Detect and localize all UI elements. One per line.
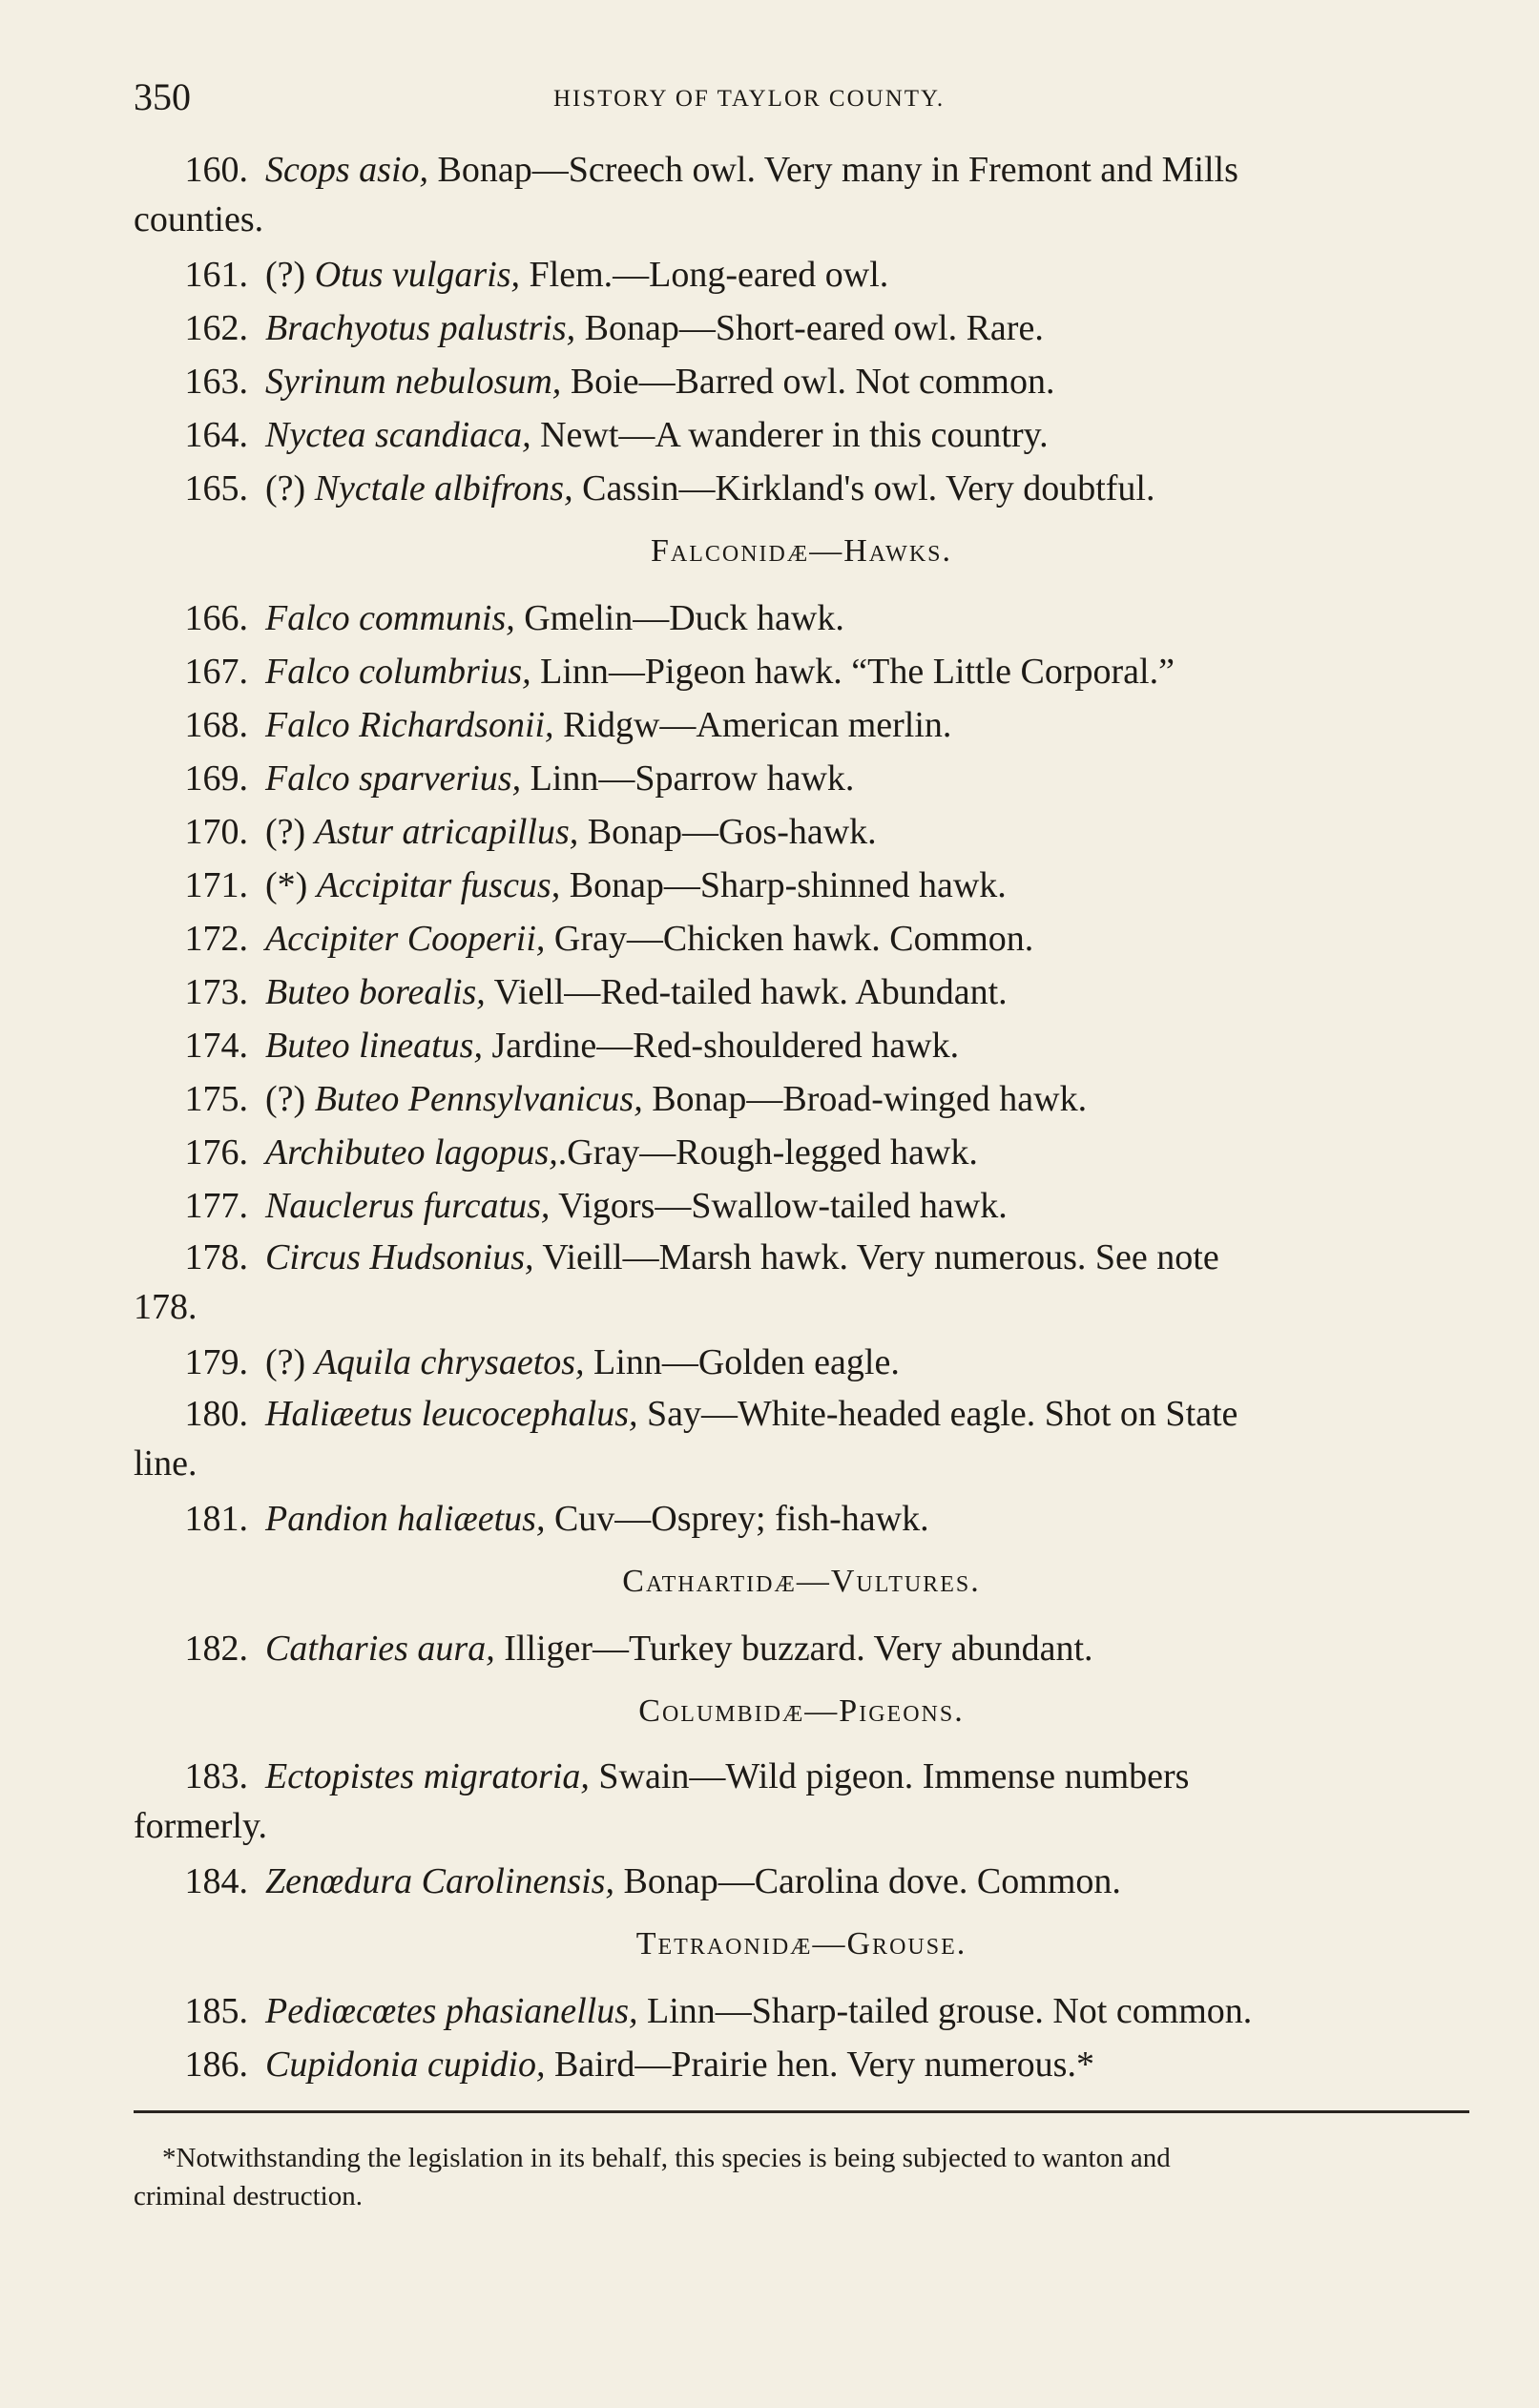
footnote-line: *Notwithstanding the legislation in its behalf, this species is being subjected to wanton and (162, 2143, 1171, 2173)
scientific-name: Pediœcœtes phasianellus, (265, 1991, 638, 2031)
entry-line (134, 1389, 1469, 1439)
entry-continuation: line. (134, 1443, 198, 1484)
entry-number: 163. (184, 362, 248, 402)
species-entry (134, 805, 1469, 859)
entry-line (134, 145, 1469, 195)
species-entry (134, 145, 1469, 244)
entry-description: Vigors—Swallow-tailed hawk. (550, 1186, 1008, 1226)
scientific-name: Cupidonia cupidio, (265, 2045, 546, 2085)
entry-line (134, 1752, 1469, 1801)
entry-description: Viell—Red-tailed hawk. Abundant. (485, 972, 1008, 1012)
entry-qualifier: (?) (265, 812, 315, 852)
entry-number: 185. (184, 1991, 248, 2031)
species-entry (134, 1126, 1469, 1179)
entry-description: Linn—Sharp-tailed grouse. Not common. (637, 1991, 1253, 2031)
footnote-rule (134, 2101, 1469, 2126)
entry-line (134, 415, 1049, 455)
entry-number: 180. (184, 1394, 248, 1434)
entry-number: 181. (184, 1499, 248, 1539)
entry-description: Jardine—Red-shouldered hawk. (482, 1026, 960, 1066)
species-entry (134, 462, 1469, 515)
entry-description: Baird—Prairie hen. Very numerous.* (545, 2045, 1094, 2085)
entry-number: 172. (184, 919, 248, 959)
entry-description: Linn—Pigeon hawk. “The Little Corporal.” (530, 652, 1175, 692)
entry-line (134, 919, 1033, 959)
entry-number: 160. (184, 150, 248, 190)
entry-description: Bonap—Broad-winged hawk. (642, 1079, 1088, 1119)
scientific-name: Scops asio, (265, 150, 428, 190)
entry-description: Swain—Wild pigeon. Immense numbers (589, 1756, 1190, 1796)
scientific-name: Falco sparverius, (265, 758, 522, 799)
species-entry (134, 1179, 1469, 1233)
species-entry (134, 592, 1469, 645)
species-entry (134, 859, 1469, 912)
entry-number: 186. (184, 2045, 248, 2085)
scientific-name: Buteo lineatus, (265, 1026, 483, 1066)
entry-description: Flem.—Long-eared owl. (520, 255, 889, 295)
species-entry (134, 1855, 1469, 1908)
entry-line (134, 1499, 929, 1539)
entry-qualifier: (?) (265, 468, 315, 509)
species-entry (134, 965, 1469, 1019)
entry-line (134, 758, 854, 799)
scientific-name: Falco columbrius, (265, 652, 531, 692)
entry-line (134, 1186, 1008, 1226)
entry-description: .Gray—Rough-legged hawk. (557, 1132, 978, 1173)
scientific-name: Buteo borealis, (265, 972, 486, 1012)
entry-description: Bonap—Screech owl. Very many in Fremont and Mills (428, 150, 1238, 190)
entry-number: 179. (184, 1342, 248, 1382)
entry-number: 175. (184, 1079, 248, 1119)
species-entry (134, 698, 1469, 752)
entry-number: 173. (184, 972, 248, 1012)
scientific-name: Falco Richardsonii, (265, 705, 554, 745)
entry-number: 184. (184, 1861, 248, 1901)
entry-number: 177. (184, 1186, 248, 1226)
entry-line (134, 1629, 1093, 1669)
entry-number: 167. (184, 652, 248, 692)
entry-line (134, 1991, 1252, 2031)
species-entry (134, 1389, 1469, 1488)
entry-description: Illiger—Turkey buzzard. Very abundant. (494, 1629, 1093, 1669)
scientific-name: Ectopistes migratoria, (265, 1756, 590, 1796)
species-entry (134, 1752, 1469, 1851)
entry-number: 162. (184, 308, 248, 348)
section-heading: Columbidæ—Pigeons. (638, 1693, 965, 1729)
species-entry (134, 1336, 1469, 1389)
species-entry (134, 1072, 1469, 1126)
species-entry (134, 645, 1469, 698)
entry-line (134, 308, 1044, 348)
page-header (134, 74, 1463, 132)
scientific-name: Nyctea scandiaca, (265, 415, 531, 455)
species-entry (134, 1019, 1469, 1072)
entry-description: Newt—A wanderer in this country. (530, 415, 1049, 455)
entry-qualifier: (?) (265, 1342, 315, 1382)
species-entry (134, 248, 1469, 301)
entry-line (134, 1026, 959, 1066)
page-number: 350 (134, 75, 191, 118)
running-head: HISTORY OF TAYLOR COUNTY. (553, 86, 946, 112)
entry-line (134, 598, 844, 638)
entry-number: 176. (184, 1132, 248, 1173)
entry-line (134, 812, 877, 852)
entry-number: 168. (184, 705, 248, 745)
footnote-line: criminal destruction. (134, 2181, 363, 2211)
entry-number: 164. (184, 415, 248, 455)
scientific-name: Pandion haliæetus, (265, 1499, 546, 1539)
entry-line (134, 1861, 1121, 1901)
entry-description: Bonap—Gos-hawk. (578, 812, 877, 852)
scientific-name: Astur atricapillus, (314, 812, 579, 852)
entry-qualifier: (?) (265, 1079, 315, 1119)
entry-number: 174. (184, 1026, 248, 1066)
footnote (134, 2139, 1469, 2215)
entry-description: Vieill—Marsh hawk. Very numerous. See note (533, 1237, 1219, 1277)
entry-line (134, 865, 1007, 905)
section-heading: Cathartidæ—Vultures. (622, 1564, 981, 1599)
entry-description: Ridgw—American merlin. (553, 705, 952, 745)
entry-number: 169. (184, 758, 248, 799)
entry-number: 161. (184, 255, 248, 295)
entry-description: Linn—Sparrow hawk. (521, 758, 855, 799)
entry-description: Boie—Barred owl. Not common. (561, 362, 1055, 402)
entry-number: 165. (184, 468, 248, 509)
species-entry (134, 301, 1469, 355)
scientific-name: Archibuteo lagopus, (265, 1132, 558, 1173)
entry-number: 170. (184, 812, 248, 852)
entry-number: 171. (184, 865, 248, 905)
entry-continuation: 178. (134, 1287, 198, 1327)
scientific-name: Buteo Pennsylvanicus, (314, 1079, 643, 1119)
entry-line (134, 972, 1008, 1012)
scientific-name: Brachyotus palustris, (265, 308, 576, 348)
entry-description: Gray—Chicken hawk. Common. (545, 919, 1034, 959)
entry-description: Bonap—Sharp-shinned hawk. (560, 865, 1007, 905)
entry-qualifier: (*) (265, 865, 317, 905)
entry-description: Linn—Golden eagle. (584, 1342, 900, 1382)
entry-continuation: formerly. (134, 1806, 267, 1846)
entry-line (134, 652, 1175, 692)
entry-description: Bonap—Short-eared owl. Rare. (575, 308, 1044, 348)
species-entry (134, 1492, 1469, 1546)
section-heading: Tetraonidæ—Grouse. (635, 1926, 967, 1962)
entry-description: Say—White-headed eagle. Shot on State (637, 1394, 1238, 1434)
section-heading: Falconidæ—Hawks. (650, 533, 953, 569)
entry-description: Cuv—Osprey; fish-hawk. (545, 1499, 929, 1539)
scientific-name: Otus vulgaris, (314, 255, 521, 295)
scientific-name: Syrinum nebulosum, (265, 362, 562, 402)
entry-number: 166. (184, 598, 248, 638)
entry-number: 183. (184, 1756, 248, 1796)
entry-description: Bonap—Carolina dove. Common. (614, 1861, 1121, 1901)
scientific-name: Aquila chrysaetos, (314, 1342, 585, 1382)
species-entry (134, 912, 1469, 965)
scientific-name: Nauclerus furcatus, (265, 1186, 551, 1226)
entry-number: 182. (184, 1629, 248, 1669)
entry-line (134, 705, 951, 745)
species-entry (134, 1233, 1469, 1332)
scientific-name: Zenœdura Carolinensis, (265, 1861, 614, 1901)
species-entry (134, 2038, 1469, 2091)
entry-number: 178. (184, 1237, 248, 1277)
entry-line (134, 2045, 1094, 2085)
scientific-name: Accipitar fuscus, (316, 865, 561, 905)
scientific-name: Circus Hudsonius, (265, 1237, 534, 1277)
entry-line (134, 1079, 1087, 1119)
divider-line (134, 2110, 1469, 2113)
species-entry (134, 1622, 1469, 1675)
entry-line (134, 468, 1155, 509)
entry-continuation: counties. (134, 199, 264, 239)
scientific-name: Falco communis, (265, 598, 515, 638)
species-entry (134, 1984, 1469, 2038)
species-entry (134, 408, 1469, 462)
scientific-name: Accipiter Cooperii, (265, 919, 546, 959)
entry-description: Gmelin—Duck hawk. (514, 598, 844, 638)
scientific-name: Haliæetus leucocephalus, (265, 1394, 638, 1434)
entry-line (134, 1342, 900, 1382)
species-entry (134, 752, 1469, 805)
entry-line (134, 362, 1054, 402)
species-entry (134, 355, 1469, 408)
entry-description: Cassin—Kirkland's owl. Very doubtful. (572, 468, 1155, 509)
species-list (134, 145, 1469, 2215)
entry-qualifier: (?) (265, 255, 315, 295)
entry-line (134, 1233, 1469, 1282)
scientific-name: Catharies aura, (265, 1629, 495, 1669)
entry-line (134, 1132, 978, 1173)
scientific-name: Nyctale albifrons, (314, 468, 573, 509)
entry-line (134, 255, 888, 295)
